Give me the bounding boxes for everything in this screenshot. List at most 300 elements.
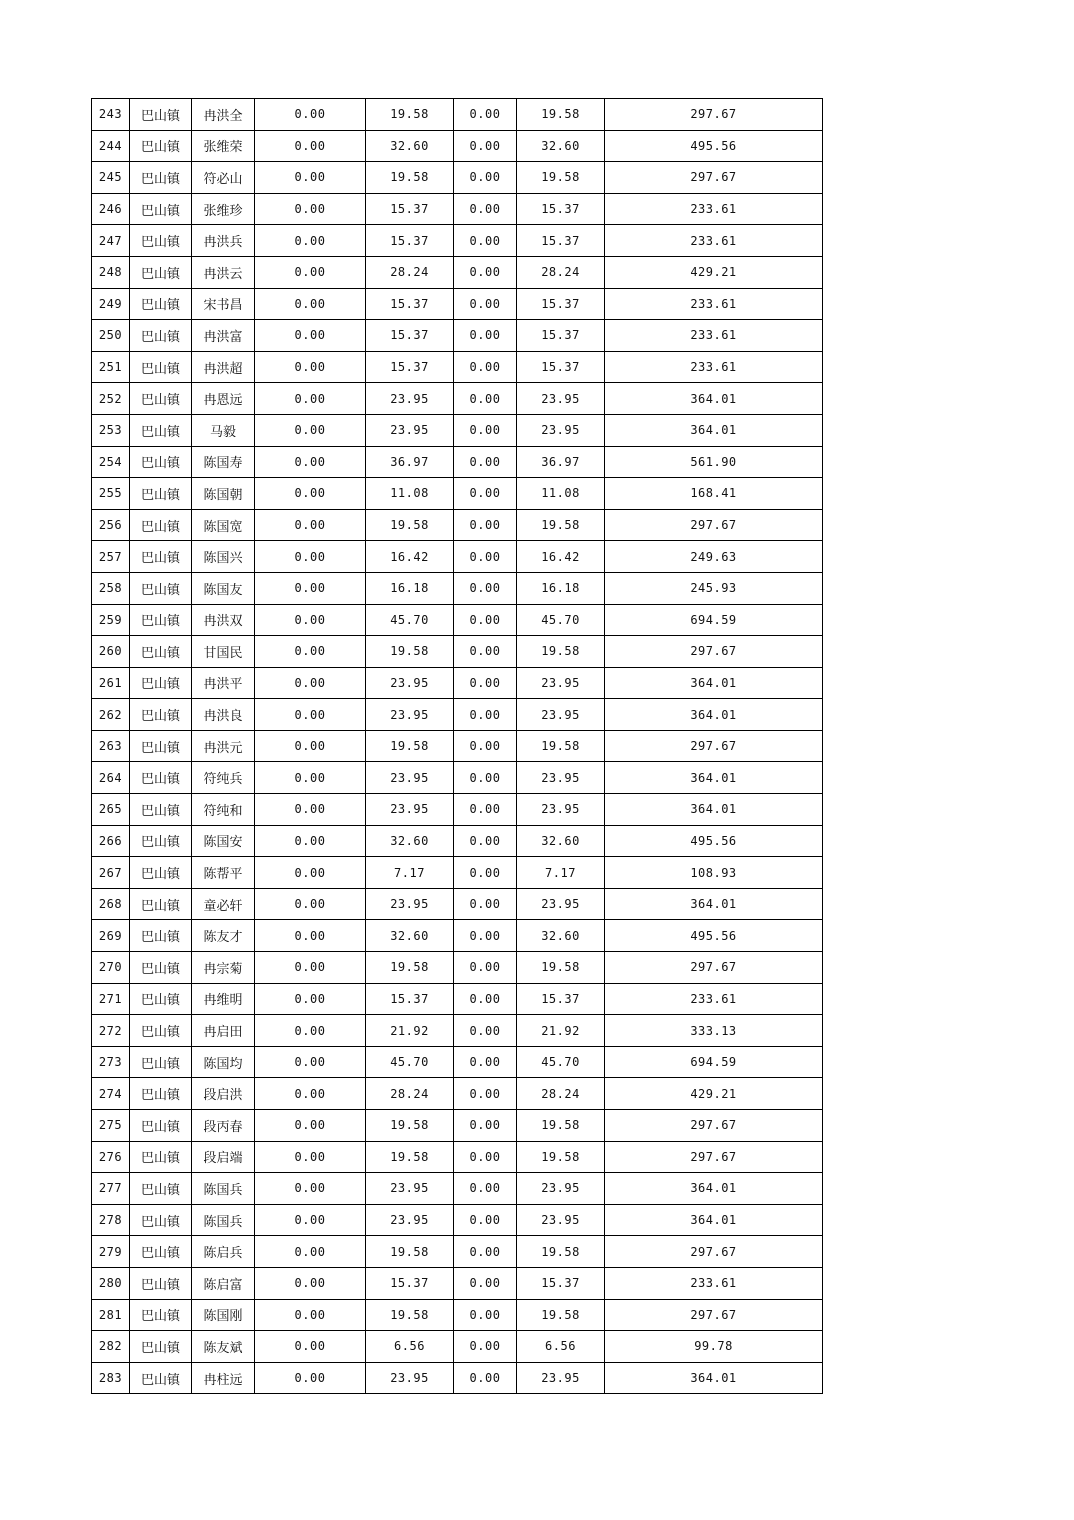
- cell-col7: 19.58: [517, 636, 605, 668]
- cell-col6: 0.00: [454, 983, 517, 1015]
- cell-col7: 19.58: [517, 1236, 605, 1268]
- cell-col7: 36.97: [517, 446, 605, 478]
- cell-col7: 19.58: [517, 509, 605, 541]
- cell-col5: 15.37: [366, 193, 454, 225]
- cell-col8: 495.56: [605, 825, 823, 857]
- cell-col6: 0.00: [454, 1331, 517, 1363]
- cell-col5: 15.37: [366, 320, 454, 352]
- cell-col7: 19.58: [517, 952, 605, 984]
- table-row: [92, 667, 823, 699]
- cell-town: 巴山镇: [130, 794, 192, 826]
- cell-col8: 429.21: [605, 1078, 823, 1110]
- cell-col4: 0.00: [255, 1110, 366, 1142]
- cell-col6: 0.00: [454, 288, 517, 320]
- cell-name: 陈国兴: [192, 541, 255, 573]
- table-row: [92, 1331, 823, 1363]
- cell-name: 陈国友: [192, 572, 255, 604]
- cell-col8: 233.61: [605, 1267, 823, 1299]
- table-row: [92, 193, 823, 225]
- cell-col5: 15.37: [366, 351, 454, 383]
- cell-town: 巴山镇: [130, 952, 192, 984]
- cell-col6: 0.00: [454, 541, 517, 573]
- cell-col5: 23.95: [366, 888, 454, 920]
- cell-col7: 23.95: [517, 699, 605, 731]
- cell-col6: 0.00: [454, 572, 517, 604]
- cell-col4: 0.00: [255, 1204, 366, 1236]
- table-row: [92, 1110, 823, 1142]
- cell-col4: 0.00: [255, 857, 366, 889]
- cell-col6: 0.00: [454, 383, 517, 415]
- cell-col4: 0.00: [255, 1331, 366, 1363]
- cell-town: 巴山镇: [130, 636, 192, 668]
- cell-index: 258: [92, 572, 130, 604]
- cell-col8: 561.90: [605, 446, 823, 478]
- cell-col8: 233.61: [605, 320, 823, 352]
- cell-col4: 0.00: [255, 730, 366, 762]
- cell-col8: 249.63: [605, 541, 823, 573]
- cell-col8: 297.67: [605, 162, 823, 194]
- cell-town: 巴山镇: [130, 1110, 192, 1142]
- cell-col5: 45.70: [366, 1046, 454, 1078]
- cell-col4: 0.00: [255, 446, 366, 478]
- cell-col7: 23.95: [517, 1173, 605, 1205]
- cell-town: 巴山镇: [130, 572, 192, 604]
- table-row: [92, 1204, 823, 1236]
- table-row: [92, 952, 823, 984]
- cell-col5: 23.95: [366, 414, 454, 446]
- cell-town: 巴山镇: [130, 604, 192, 636]
- cell-col4: 0.00: [255, 604, 366, 636]
- cell-col5: 15.37: [366, 225, 454, 257]
- cell-col7: 28.24: [517, 1078, 605, 1110]
- cell-name: 冉柱远: [192, 1362, 255, 1394]
- cell-col7: 32.60: [517, 920, 605, 952]
- cell-col4: 0.00: [255, 1173, 366, 1205]
- table-row: [92, 794, 823, 826]
- cell-town: 巴山镇: [130, 1362, 192, 1394]
- cell-col7: 23.95: [517, 667, 605, 699]
- table-row: [92, 99, 823, 131]
- table-body: [92, 99, 823, 1394]
- cell-col4: 0.00: [255, 825, 366, 857]
- cell-name: 段启洪: [192, 1078, 255, 1110]
- cell-col7: 15.37: [517, 320, 605, 352]
- cell-town: 巴山镇: [130, 351, 192, 383]
- cell-col8: 364.01: [605, 383, 823, 415]
- table-row: [92, 446, 823, 478]
- cell-index: 264: [92, 762, 130, 794]
- cell-col5: 19.58: [366, 99, 454, 131]
- cell-col7: 45.70: [517, 1046, 605, 1078]
- cell-index: 243: [92, 99, 130, 131]
- table-row: [92, 857, 823, 889]
- cell-col8: 364.01: [605, 1204, 823, 1236]
- cell-index: 251: [92, 351, 130, 383]
- cell-col6: 0.00: [454, 1267, 517, 1299]
- table-row: [92, 983, 823, 1015]
- cell-col8: 694.59: [605, 1046, 823, 1078]
- table-row: [92, 383, 823, 415]
- cell-col8: 297.67: [605, 99, 823, 131]
- cell-col6: 0.00: [454, 604, 517, 636]
- cell-col7: 7.17: [517, 857, 605, 889]
- table-row: [92, 1267, 823, 1299]
- cell-town: 巴山镇: [130, 162, 192, 194]
- cell-col7: 32.60: [517, 825, 605, 857]
- cell-town: 巴山镇: [130, 888, 192, 920]
- cell-index: 255: [92, 478, 130, 510]
- cell-col5: 19.58: [366, 162, 454, 194]
- cell-index: 250: [92, 320, 130, 352]
- cell-col8: 99.78: [605, 1331, 823, 1363]
- cell-col8: 108.93: [605, 857, 823, 889]
- table-row: [92, 1299, 823, 1331]
- cell-col6: 0.00: [454, 1236, 517, 1268]
- cell-town: 巴山镇: [130, 320, 192, 352]
- cell-col6: 0.00: [454, 1173, 517, 1205]
- cell-town: 巴山镇: [130, 446, 192, 478]
- cell-name: 张维珍: [192, 193, 255, 225]
- cell-col6: 0.00: [454, 699, 517, 731]
- cell-col4: 0.00: [255, 888, 366, 920]
- cell-col4: 0.00: [255, 162, 366, 194]
- cell-town: 巴山镇: [130, 509, 192, 541]
- cell-col5: 23.95: [366, 794, 454, 826]
- cell-col8: 233.61: [605, 193, 823, 225]
- table-row: [92, 1236, 823, 1268]
- cell-col8: 233.61: [605, 351, 823, 383]
- cell-name: 冉洪兵: [192, 225, 255, 257]
- cell-col6: 0.00: [454, 920, 517, 952]
- table-row: [92, 351, 823, 383]
- table-row: [92, 1173, 823, 1205]
- cell-col4: 0.00: [255, 414, 366, 446]
- cell-col8: 297.67: [605, 1141, 823, 1173]
- table-row: [92, 888, 823, 920]
- cell-col5: 32.60: [366, 825, 454, 857]
- cell-col8: 364.01: [605, 762, 823, 794]
- cell-town: 巴山镇: [130, 857, 192, 889]
- cell-index: 249: [92, 288, 130, 320]
- cell-col6: 0.00: [454, 857, 517, 889]
- cell-town: 巴山镇: [130, 667, 192, 699]
- cell-col8: 333.13: [605, 1015, 823, 1047]
- cell-col4: 0.00: [255, 920, 366, 952]
- cell-col6: 0.00: [454, 1078, 517, 1110]
- cell-col7: 23.95: [517, 762, 605, 794]
- cell-col8: 429.21: [605, 256, 823, 288]
- cell-col5: 32.60: [366, 130, 454, 162]
- cell-index: 269: [92, 920, 130, 952]
- cell-col7: 15.37: [517, 1267, 605, 1299]
- cell-col7: 45.70: [517, 604, 605, 636]
- cell-name: 冉洪超: [192, 351, 255, 383]
- cell-col5: 15.37: [366, 288, 454, 320]
- cell-col5: 36.97: [366, 446, 454, 478]
- cell-col8: 297.67: [605, 1236, 823, 1268]
- cell-index: 246: [92, 193, 130, 225]
- cell-name: 陈友斌: [192, 1331, 255, 1363]
- table-row: [92, 636, 823, 668]
- cell-index: 270: [92, 952, 130, 984]
- cell-col8: 233.61: [605, 225, 823, 257]
- cell-town: 巴山镇: [130, 1141, 192, 1173]
- cell-col5: 19.58: [366, 509, 454, 541]
- cell-col6: 0.00: [454, 762, 517, 794]
- cell-col5: 15.37: [366, 983, 454, 1015]
- cell-col4: 0.00: [255, 667, 366, 699]
- cell-name: 冉洪云: [192, 256, 255, 288]
- cell-name: 冉洪全: [192, 99, 255, 131]
- cell-index: 268: [92, 888, 130, 920]
- cell-col4: 0.00: [255, 699, 366, 731]
- cell-col6: 0.00: [454, 351, 517, 383]
- cell-col8: 233.61: [605, 288, 823, 320]
- cell-col6: 0.00: [454, 446, 517, 478]
- cell-name: 冉洪元: [192, 730, 255, 762]
- cell-col4: 0.00: [255, 983, 366, 1015]
- cell-col5: 19.58: [366, 1110, 454, 1142]
- cell-col4: 0.00: [255, 1141, 366, 1173]
- cell-index: 278: [92, 1204, 130, 1236]
- cell-col8: 364.01: [605, 888, 823, 920]
- cell-town: 巴山镇: [130, 541, 192, 573]
- cell-col6: 0.00: [454, 1299, 517, 1331]
- cell-col5: 32.60: [366, 920, 454, 952]
- table-row: [92, 1015, 823, 1047]
- cell-name: 冉洪富: [192, 320, 255, 352]
- table-row: [92, 762, 823, 794]
- cell-col6: 0.00: [454, 1141, 517, 1173]
- table-row: [92, 1078, 823, 1110]
- cell-col7: 19.58: [517, 162, 605, 194]
- cell-col4: 0.00: [255, 541, 366, 573]
- cell-index: 259: [92, 604, 130, 636]
- table-row: [92, 478, 823, 510]
- cell-col7: 15.37: [517, 288, 605, 320]
- table-row: [92, 1362, 823, 1394]
- cell-town: 巴山镇: [130, 1015, 192, 1047]
- cell-col8: 297.67: [605, 636, 823, 668]
- table-row: [92, 699, 823, 731]
- cell-index: 279: [92, 1236, 130, 1268]
- table-row: [92, 604, 823, 636]
- cell-col8: 364.01: [605, 1362, 823, 1394]
- cell-col7: 21.92: [517, 1015, 605, 1047]
- cell-col5: 11.08: [366, 478, 454, 510]
- cell-town: 巴山镇: [130, 130, 192, 162]
- table-row: [92, 541, 823, 573]
- cell-col4: 0.00: [255, 256, 366, 288]
- cell-col8: 297.67: [605, 1299, 823, 1331]
- cell-col4: 0.00: [255, 952, 366, 984]
- cell-col6: 0.00: [454, 509, 517, 541]
- cell-col6: 0.00: [454, 730, 517, 762]
- cell-col7: 15.37: [517, 351, 605, 383]
- table-row: [92, 225, 823, 257]
- cell-col6: 0.00: [454, 414, 517, 446]
- cell-col4: 0.00: [255, 1046, 366, 1078]
- cell-town: 巴山镇: [130, 1046, 192, 1078]
- cell-col7: 19.58: [517, 1299, 605, 1331]
- cell-name: 陈国兵: [192, 1204, 255, 1236]
- cell-col7: 16.18: [517, 572, 605, 604]
- cell-name: 张维荣: [192, 130, 255, 162]
- cell-index: 244: [92, 130, 130, 162]
- table-row: [92, 414, 823, 446]
- cell-name: 符纯兵: [192, 762, 255, 794]
- cell-name: 冉恩远: [192, 383, 255, 415]
- cell-town: 巴山镇: [130, 256, 192, 288]
- cell-col7: 11.08: [517, 478, 605, 510]
- cell-town: 巴山镇: [130, 225, 192, 257]
- cell-col4: 0.00: [255, 1236, 366, 1268]
- cell-col7: 23.95: [517, 1204, 605, 1236]
- table-row: [92, 920, 823, 952]
- cell-col5: 28.24: [366, 256, 454, 288]
- cell-col6: 0.00: [454, 320, 517, 352]
- cell-col6: 0.00: [454, 478, 517, 510]
- cell-col6: 0.00: [454, 1046, 517, 1078]
- cell-col5: 23.95: [366, 1173, 454, 1205]
- cell-name: 冉宗菊: [192, 952, 255, 984]
- cell-town: 巴山镇: [130, 1267, 192, 1299]
- cell-name: 符纯和: [192, 794, 255, 826]
- cell-col8: 233.61: [605, 983, 823, 1015]
- cell-col4: 0.00: [255, 383, 366, 415]
- cell-col5: 28.24: [366, 1078, 454, 1110]
- cell-col7: 19.58: [517, 99, 605, 131]
- cell-index: 272: [92, 1015, 130, 1047]
- cell-col5: 23.95: [366, 762, 454, 794]
- cell-col6: 0.00: [454, 1110, 517, 1142]
- cell-name: 符必山: [192, 162, 255, 194]
- table-row: [92, 162, 823, 194]
- cell-col5: 16.18: [366, 572, 454, 604]
- cell-col5: 23.95: [366, 383, 454, 415]
- cell-town: 巴山镇: [130, 478, 192, 510]
- cell-col6: 0.00: [454, 225, 517, 257]
- cell-col7: 19.58: [517, 1141, 605, 1173]
- cell-name: 甘国民: [192, 636, 255, 668]
- cell-col6: 0.00: [454, 636, 517, 668]
- cell-col4: 0.00: [255, 130, 366, 162]
- cell-town: 巴山镇: [130, 699, 192, 731]
- cell-name: 陈启富: [192, 1267, 255, 1299]
- cell-col4: 0.00: [255, 636, 366, 668]
- cell-col4: 0.00: [255, 1362, 366, 1394]
- cell-name: 冉洪平: [192, 667, 255, 699]
- cell-town: 巴山镇: [130, 1204, 192, 1236]
- cell-index: 247: [92, 225, 130, 257]
- table-row: [92, 572, 823, 604]
- cell-name: 陈国朝: [192, 478, 255, 510]
- cell-col5: 19.58: [366, 1299, 454, 1331]
- cell-index: 273: [92, 1046, 130, 1078]
- cell-col6: 0.00: [454, 130, 517, 162]
- cell-col6: 0.00: [454, 825, 517, 857]
- cell-index: 282: [92, 1331, 130, 1363]
- cell-index: 280: [92, 1267, 130, 1299]
- cell-col4: 0.00: [255, 572, 366, 604]
- cell-col5: 19.58: [366, 1141, 454, 1173]
- cell-col7: 32.60: [517, 130, 605, 162]
- cell-name: 冉启田: [192, 1015, 255, 1047]
- cell-index: 254: [92, 446, 130, 478]
- cell-col4: 0.00: [255, 1267, 366, 1299]
- cell-col6: 0.00: [454, 1015, 517, 1047]
- table-row: [92, 825, 823, 857]
- cell-index: 261: [92, 667, 130, 699]
- cell-col5: 16.42: [366, 541, 454, 573]
- cell-col8: 168.41: [605, 478, 823, 510]
- cell-col6: 0.00: [454, 952, 517, 984]
- cell-town: 巴山镇: [130, 383, 192, 415]
- cell-col6: 0.00: [454, 888, 517, 920]
- cell-col5: 23.95: [366, 1362, 454, 1394]
- cell-col6: 0.00: [454, 1362, 517, 1394]
- cell-town: 巴山镇: [130, 983, 192, 1015]
- cell-col7: 19.58: [517, 730, 605, 762]
- table-row: [92, 1046, 823, 1078]
- cell-col5: 45.70: [366, 604, 454, 636]
- cell-col7: 23.95: [517, 1362, 605, 1394]
- table-row: [92, 320, 823, 352]
- cell-town: 巴山镇: [130, 193, 192, 225]
- cell-col6: 0.00: [454, 99, 517, 131]
- cell-col4: 0.00: [255, 794, 366, 826]
- cell-col5: 23.95: [366, 699, 454, 731]
- cell-col5: 19.58: [366, 730, 454, 762]
- cell-col8: 694.59: [605, 604, 823, 636]
- cell-col8: 495.56: [605, 920, 823, 952]
- cell-town: 巴山镇: [130, 825, 192, 857]
- cell-col5: 23.95: [366, 1204, 454, 1236]
- cell-town: 巴山镇: [130, 288, 192, 320]
- cell-name: 童必轩: [192, 888, 255, 920]
- cell-town: 巴山镇: [130, 762, 192, 794]
- cell-col8: 297.67: [605, 730, 823, 762]
- cell-index: 266: [92, 825, 130, 857]
- cell-name: 陈国均: [192, 1046, 255, 1078]
- cell-col7: 28.24: [517, 256, 605, 288]
- cell-col8: 364.01: [605, 414, 823, 446]
- cell-col8: 364.01: [605, 699, 823, 731]
- cell-town: 巴山镇: [130, 99, 192, 131]
- cell-index: 263: [92, 730, 130, 762]
- cell-col7: 23.95: [517, 414, 605, 446]
- cell-col8: 245.93: [605, 572, 823, 604]
- cell-index: 252: [92, 383, 130, 415]
- cell-name: 陈帮平: [192, 857, 255, 889]
- table-row: [92, 256, 823, 288]
- cell-col4: 0.00: [255, 225, 366, 257]
- cell-col7: 6.56: [517, 1331, 605, 1363]
- cell-col7: 15.37: [517, 225, 605, 257]
- cell-col6: 0.00: [454, 256, 517, 288]
- cell-col7: 23.95: [517, 383, 605, 415]
- cell-col5: 15.37: [366, 1267, 454, 1299]
- cell-col8: 364.01: [605, 667, 823, 699]
- cell-col4: 0.00: [255, 509, 366, 541]
- cell-col6: 0.00: [454, 667, 517, 699]
- cell-col5: 19.58: [366, 1236, 454, 1268]
- cell-name: 宋书昌: [192, 288, 255, 320]
- table-row: [92, 730, 823, 762]
- cell-index: 262: [92, 699, 130, 731]
- cell-col4: 0.00: [255, 99, 366, 131]
- cell-index: 276: [92, 1141, 130, 1173]
